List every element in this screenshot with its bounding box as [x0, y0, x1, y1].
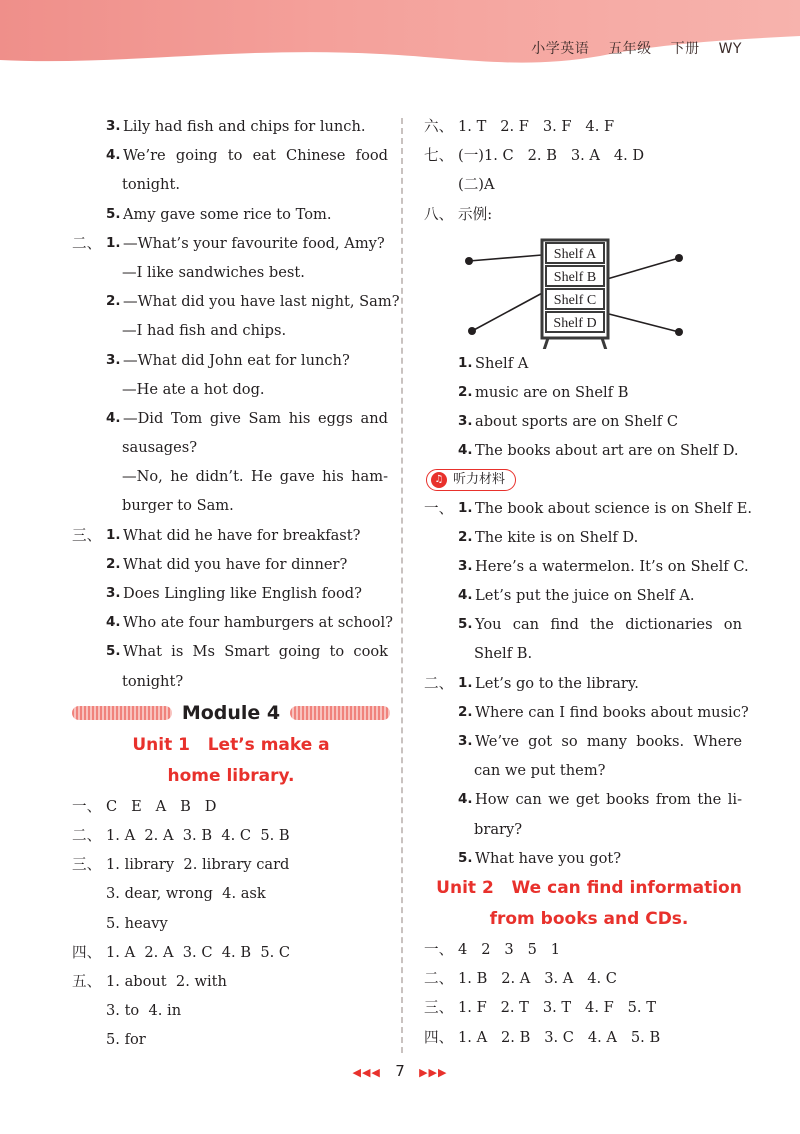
answer-text: Let’s put the juice on Shelf A.: [475, 587, 695, 605]
subject-label: 小学英语: [531, 41, 590, 57]
answer-block: [424, 112, 754, 229]
answer-block: [424, 935, 754, 1052]
item-number: 2.: [106, 293, 121, 310]
item-number: 3.: [106, 585, 121, 601]
answer-line: [72, 112, 390, 141]
shelf-row: [546, 266, 604, 286]
answer-line: [72, 967, 390, 996]
answer-line: [424, 756, 754, 785]
left-arrows-icon: ◀◀◀: [352, 1066, 381, 1079]
answer-text: —Did Tom give Sam his eggs and: [123, 409, 388, 427]
answer-text: Amy gave some rice to Tom.: [123, 205, 332, 223]
answer-text: —No, he didn’t. He gave his ham-: [122, 468, 388, 486]
answer-block: [72, 792, 390, 1055]
module-heading: [72, 698, 390, 730]
answer-text: Shelf A: [475, 354, 529, 372]
answer-text: The book about science is on Shelf E.: [475, 499, 753, 517]
unit2-title-line1: Unit 2 We can find information: [436, 877, 742, 898]
answer-line: [72, 1025, 390, 1054]
item-number: 5.: [106, 643, 121, 660]
answer-text: 4 2 3 5 1: [458, 940, 561, 958]
module-title: Module 4: [176, 702, 286, 724]
connector-line: [469, 255, 542, 261]
connector-line: [607, 258, 679, 279]
shelf-label: Shelf C: [553, 292, 597, 308]
answer-line: [72, 346, 390, 375]
section-marker: 八、: [424, 205, 454, 223]
match-dot: [465, 257, 473, 265]
item-number: 4.: [106, 614, 121, 631]
item-number: 1.: [106, 526, 121, 543]
answer-line: [72, 170, 390, 199]
unit1-title-line1: Unit 1 Let’s make a: [132, 734, 330, 755]
shelf-label: Shelf A: [553, 246, 597, 262]
item-number: 3.: [458, 413, 473, 430]
answer-line: [424, 844, 754, 873]
answer-text: brary?: [474, 820, 523, 838]
answer-text: Where can I find books about music?: [475, 703, 749, 721]
answer-text: 1. A 2. A 3. B 4. C 5. B: [106, 826, 290, 844]
answer-text: 1. F 2. T 3. T 4. F 5. T: [458, 999, 656, 1017]
answer-text: 1. library 2. library card: [106, 856, 290, 874]
section-marker: 二、: [424, 970, 454, 988]
answer-line: [424, 378, 754, 407]
item-number: 3.: [458, 733, 473, 749]
answer-line: [72, 909, 390, 938]
section-marker: 一、: [72, 797, 102, 815]
section-marker: 三、: [72, 856, 102, 874]
answer-text: —He ate a hot dog.: [122, 380, 265, 398]
answer-line: [72, 287, 400, 316]
answer-text: We’re going to eat Chinese food: [123, 147, 388, 165]
answer-text: music are on Shelf B: [475, 383, 629, 401]
answer-text: What did he have for breakfast?: [123, 526, 361, 544]
section-marker: 二、: [424, 674, 454, 692]
answer-text: Lily had fish and chips for lunch.: [123, 118, 366, 135]
item-number: 2.: [458, 383, 473, 400]
item-number: 2.: [458, 703, 473, 720]
answer-line: [72, 608, 393, 637]
answer-block: [424, 494, 754, 873]
section-marker: 二、: [72, 826, 102, 844]
answer-line: [424, 935, 754, 964]
match-dot: [675, 328, 683, 336]
answer-line: [424, 581, 754, 610]
answer-text: C E A B D: [106, 797, 217, 815]
answer-text: (二)A: [458, 176, 495, 194]
answer-line: [424, 785, 754, 814]
match-dot: [675, 254, 683, 262]
answer-text: The books about art are on Shelf D.: [475, 442, 739, 460]
section-marker: 四、: [72, 943, 102, 961]
item-number: 3.: [458, 557, 473, 574]
section-marker: 一、: [424, 940, 454, 958]
answer-line: [424, 815, 754, 844]
answer-text: What have you got?: [475, 849, 622, 867]
answer-line: [424, 494, 754, 523]
answer-line: [72, 550, 390, 579]
answer-line: [72, 433, 390, 462]
answer-text: 1. about 2. with: [106, 972, 227, 990]
listening-badge: [424, 466, 754, 494]
answer-text: —What’s your favourite food, Amy?: [123, 234, 385, 252]
header-banner: [0, 0, 800, 66]
left-column: [72, 112, 400, 1054]
answer-line: [424, 698, 754, 727]
item-number: 1.: [458, 674, 473, 691]
answer-line: [424, 407, 754, 436]
answer-line: [424, 141, 754, 170]
answer-text: Does Lingling like English food?: [123, 585, 362, 602]
section-marker: 七、: [424, 147, 454, 165]
answer-line: [424, 669, 754, 698]
item-number: 1.: [106, 234, 121, 251]
answer-line: [424, 523, 754, 552]
item-number: 5.: [458, 849, 473, 866]
shelf-label: Shelf B: [553, 269, 597, 285]
item-number: 2.: [106, 555, 121, 572]
answer-text: burger to Sam.: [122, 497, 234, 515]
answer-text: —I had fish and chips.: [122, 322, 287, 340]
bookshelf-diagram: [424, 229, 754, 349]
item-number: 2.: [458, 528, 473, 545]
answer-line: [72, 667, 390, 696]
page-number: 7: [395, 1062, 405, 1080]
answer-text: —What did you have last night, Sam?: [123, 293, 400, 311]
shelf-label: Shelf D: [553, 315, 597, 331]
answer-line: [72, 229, 390, 258]
answer-line: [72, 491, 390, 520]
answer-text: —I like sandwiches best.: [122, 263, 305, 281]
answer-line: [72, 792, 390, 821]
answer-line: [424, 349, 754, 378]
answer-line: [72, 996, 390, 1025]
answer-text: How can we get books from the li-: [475, 791, 742, 809]
bookshelf-figure: [424, 229, 754, 349]
answer-line: [424, 610, 754, 639]
edition-label: WY: [718, 41, 742, 57]
answer-block: [424, 349, 754, 466]
answer-line: [72, 258, 390, 287]
answer-text: 示例:: [458, 205, 493, 223]
answer-text: Let’s go to the library.: [475, 674, 639, 692]
item-number: 4.: [106, 147, 121, 164]
section-marker: 四、: [424, 1028, 454, 1046]
item-number: 3.: [106, 351, 121, 368]
answer-text: 5. heavy: [106, 914, 168, 932]
answer-text: What is Ms Smart going to cook: [123, 643, 388, 661]
item-number: 4.: [106, 409, 121, 426]
answer-line: [72, 821, 390, 850]
section-marker: 一、: [424, 499, 454, 517]
grade-label: 五年级: [608, 41, 652, 57]
unit1-title-line2: home library.: [167, 765, 295, 786]
item-number: 4.: [458, 442, 473, 459]
answer-text: 1. T 2. F 3. F 4. F: [458, 118, 615, 135]
headphones-icon: ♫: [431, 472, 447, 488]
item-number: 4.: [458, 791, 473, 808]
answer-text: 1. A 2. A 3. C 4. B 5. C: [106, 943, 291, 961]
section-marker: 三、: [72, 526, 102, 544]
answer-line: [72, 579, 390, 608]
answer-text: (一)1. C 2. B 3. A 4. D: [458, 147, 645, 165]
shelf-row: [546, 289, 604, 309]
answer-text: 3. to 4. in: [106, 1002, 182, 1020]
answer-block: [72, 112, 400, 696]
answer-text: 5. for: [106, 1031, 146, 1049]
answer-text: The kite is on Shelf D.: [475, 528, 639, 546]
answer-line: [72, 316, 390, 345]
answer-line: [72, 200, 390, 229]
item-number: 3.: [106, 118, 121, 134]
item-number: 1.: [458, 354, 473, 371]
answer-text: 1. A 2. B 3. C 4. A 5. B: [458, 1028, 661, 1046]
item-number: 5.: [458, 616, 473, 633]
shelf-row: [546, 243, 604, 263]
answer-text: 3. dear, wrong 4. ask: [106, 885, 266, 903]
shelf-row: [546, 312, 604, 332]
match-dot: [468, 327, 476, 335]
answer-line: [424, 200, 754, 229]
answer-line: [424, 964, 754, 993]
answer-line: [72, 938, 390, 967]
answer-text: Who ate four hamburgers at school?: [123, 614, 393, 632]
right-column: [424, 112, 754, 1052]
answer-text: Here’s a watermelon. It’s on Shelf C.: [475, 557, 749, 575]
right-arrows-icon: ▶▶▶: [419, 1066, 448, 1079]
answer-text: 1. B 2. A 3. A 4. C: [458, 970, 617, 988]
answer-text: can we put them?: [474, 762, 606, 780]
item-number: 5.: [106, 205, 121, 222]
answer-line: [424, 552, 754, 581]
volume-label: 下册: [670, 41, 700, 57]
answer-line: [424, 436, 754, 465]
unit2-title-line2: from books and CDs.: [489, 908, 689, 929]
section-marker: 二、: [72, 234, 102, 252]
answer-text: —What did John eat for lunch?: [123, 351, 350, 369]
connector-line: [472, 291, 546, 331]
column-divider: [401, 118, 403, 1053]
answer-line: [424, 639, 754, 668]
book-info: [517, 38, 742, 58]
answer-line: [72, 404, 390, 433]
answer-line: [72, 141, 390, 170]
answer-text: Shelf B.: [474, 645, 533, 663]
answer-line: [424, 170, 754, 199]
answer-line: [424, 727, 754, 756]
answer-line: [72, 375, 390, 404]
answer-text: about sports are on Shelf C: [475, 413, 679, 431]
answer-text: You can find the dictionaries on: [475, 616, 742, 634]
answer-text: We’ve got so many books. Where: [475, 733, 742, 750]
answer-line: [424, 993, 754, 1022]
page-footer: [0, 1062, 800, 1080]
answer-text: What did you have for dinner?: [123, 555, 348, 573]
section-marker: 六、: [424, 118, 454, 135]
section-marker: 五、: [72, 972, 102, 990]
section-marker: 三、: [424, 999, 454, 1017]
answer-text: tonight?: [122, 672, 184, 690]
answer-line: [424, 1023, 754, 1052]
answer-line: [424, 112, 754, 141]
answer-line: [72, 521, 390, 550]
answer-text: tonight.: [122, 176, 180, 194]
connector-line: [609, 314, 679, 332]
answer-line: [72, 879, 390, 908]
answer-line: [72, 637, 390, 666]
listening-label: 听力材料: [453, 471, 506, 487]
answer-line: [72, 462, 390, 491]
answer-line: [72, 850, 390, 879]
item-number: 4.: [458, 587, 473, 604]
item-number: 1.: [458, 499, 473, 516]
answer-text: sausages?: [122, 439, 198, 457]
